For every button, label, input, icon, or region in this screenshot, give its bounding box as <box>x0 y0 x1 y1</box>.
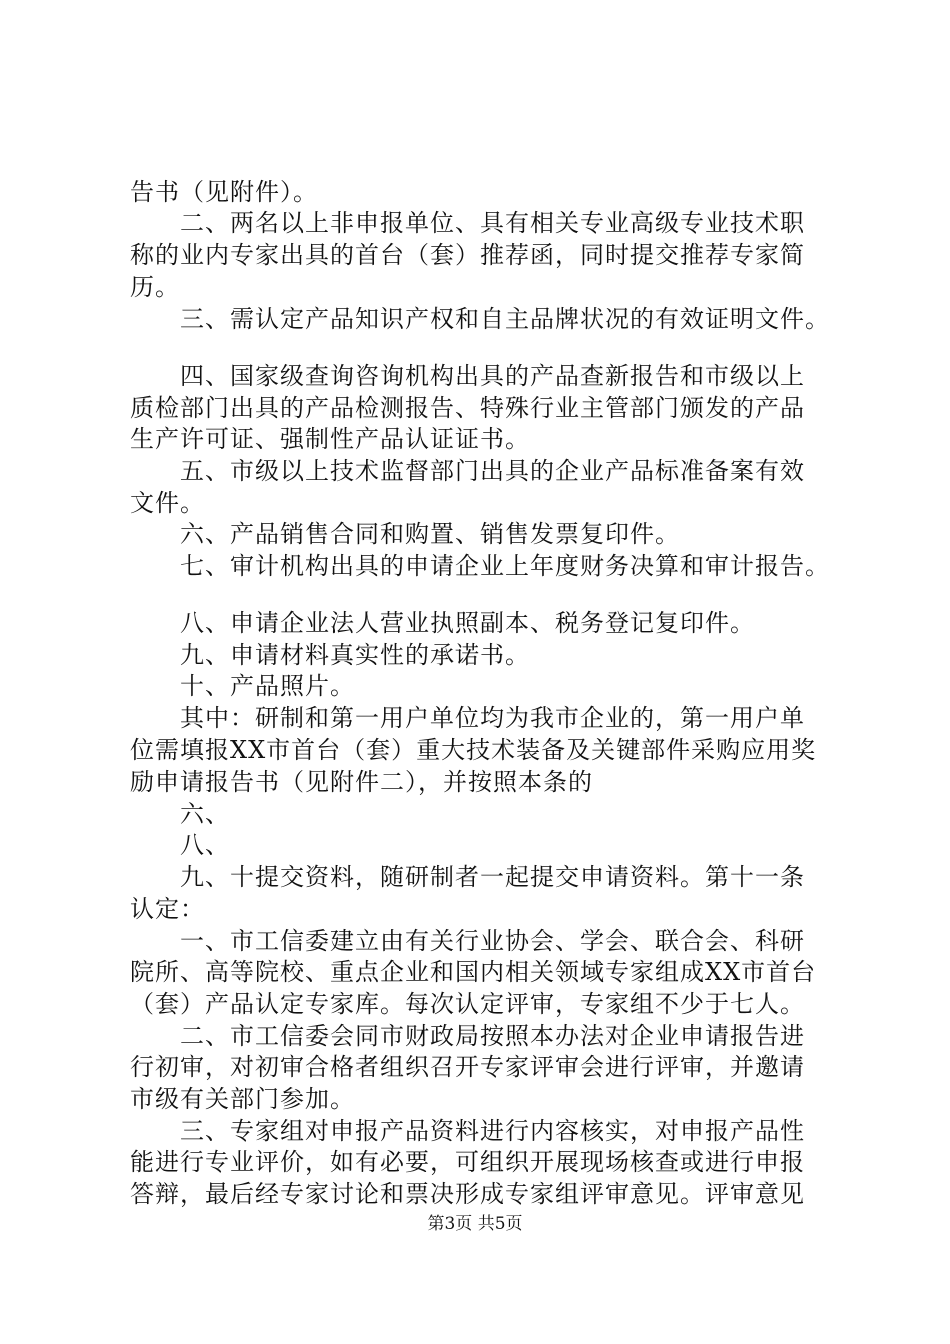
body-line: 十、产品照片。 <box>180 672 355 700</box>
body-line: 文件。 <box>130 489 205 517</box>
body-line: 市级有关部门参加。 <box>130 1085 355 1113</box>
body-line: 其中：研制和第一用户单位均为我市企业的，第一用户单 <box>180 704 805 732</box>
body-line: 三、需认定产品知识产权和自主品牌状况的有效证明文件。 <box>180 305 830 333</box>
body-line: 励申请报告书（见附件二），并按照本条的 <box>130 768 593 796</box>
page-number-footer: 第3页 共5页 <box>427 1214 523 1234</box>
body-line: 九、十提交资料，随研制者一起提交申请资料。第十一条 <box>180 863 805 891</box>
body-line: 六、 <box>180 800 230 828</box>
body-line: 位需填报XX市首台（套）重大技术装备及关键部件采购应用奖 <box>130 736 817 764</box>
body-line: 九、申请材料真实性的承诺书。 <box>180 641 530 669</box>
body-line: 三、专家组对申报产品资料进行内容核实，对申报产品性 <box>180 1117 805 1145</box>
body-line: 质检部门出具的产品检测报告、特殊行业主管部门颁发的产品 <box>130 394 805 422</box>
body-line: 五、市级以上技术监督部门出具的企业产品标准备案有效 <box>180 457 805 485</box>
body-line: 六、产品销售合同和购置、销售发票复印件。 <box>180 520 680 548</box>
body-line: 答辩，最后经专家讨论和票决形成专家组评审意见。评审意见 <box>130 1180 805 1208</box>
body-line: 一、市工信委建立由有关行业协会、学会、联合会、科研 <box>180 927 805 955</box>
body-line: 能进行专业评价，如有必要，可组织开展现场核查或进行申报 <box>130 1148 805 1176</box>
body-line: 认定： <box>130 895 205 923</box>
body-line: （套）产品认定专家库。每次认定评审，专家组不少于七人。 <box>130 990 805 1018</box>
body-line: 院所、高等院校、重点企业和国内相关领域专家组成XX市首台 <box>130 958 817 986</box>
body-line: 历。 <box>130 273 180 301</box>
body-line: 二、市工信委会同市财政局按照本办法对企业申请报告进 <box>180 1022 805 1050</box>
body-line: 告书（见附件）。 <box>130 178 318 206</box>
body-line: 行初审，对初审合格者组织召开专家评审会进行评审，并邀请 <box>130 1053 805 1081</box>
body-line: 二、两名以上非申报单位、具有相关专业高级专业技术职 <box>180 209 805 237</box>
body-line: 八、 <box>180 831 230 859</box>
body-line: 七、审计机构出具的申请企业上年度财务决算和审计报告。 <box>180 552 830 580</box>
body-line: 八、申请企业法人营业执照副本、税务登记复印件。 <box>180 609 755 637</box>
body-line: 称的业内专家出具的首台（套）推荐函，同时提交推荐专家简 <box>130 241 805 269</box>
body-line: 生产许可证、强制性产品认证证书。 <box>130 425 530 453</box>
body-line: 四、国家级查询咨询机构出具的产品查新报告和市级以上 <box>180 362 805 390</box>
